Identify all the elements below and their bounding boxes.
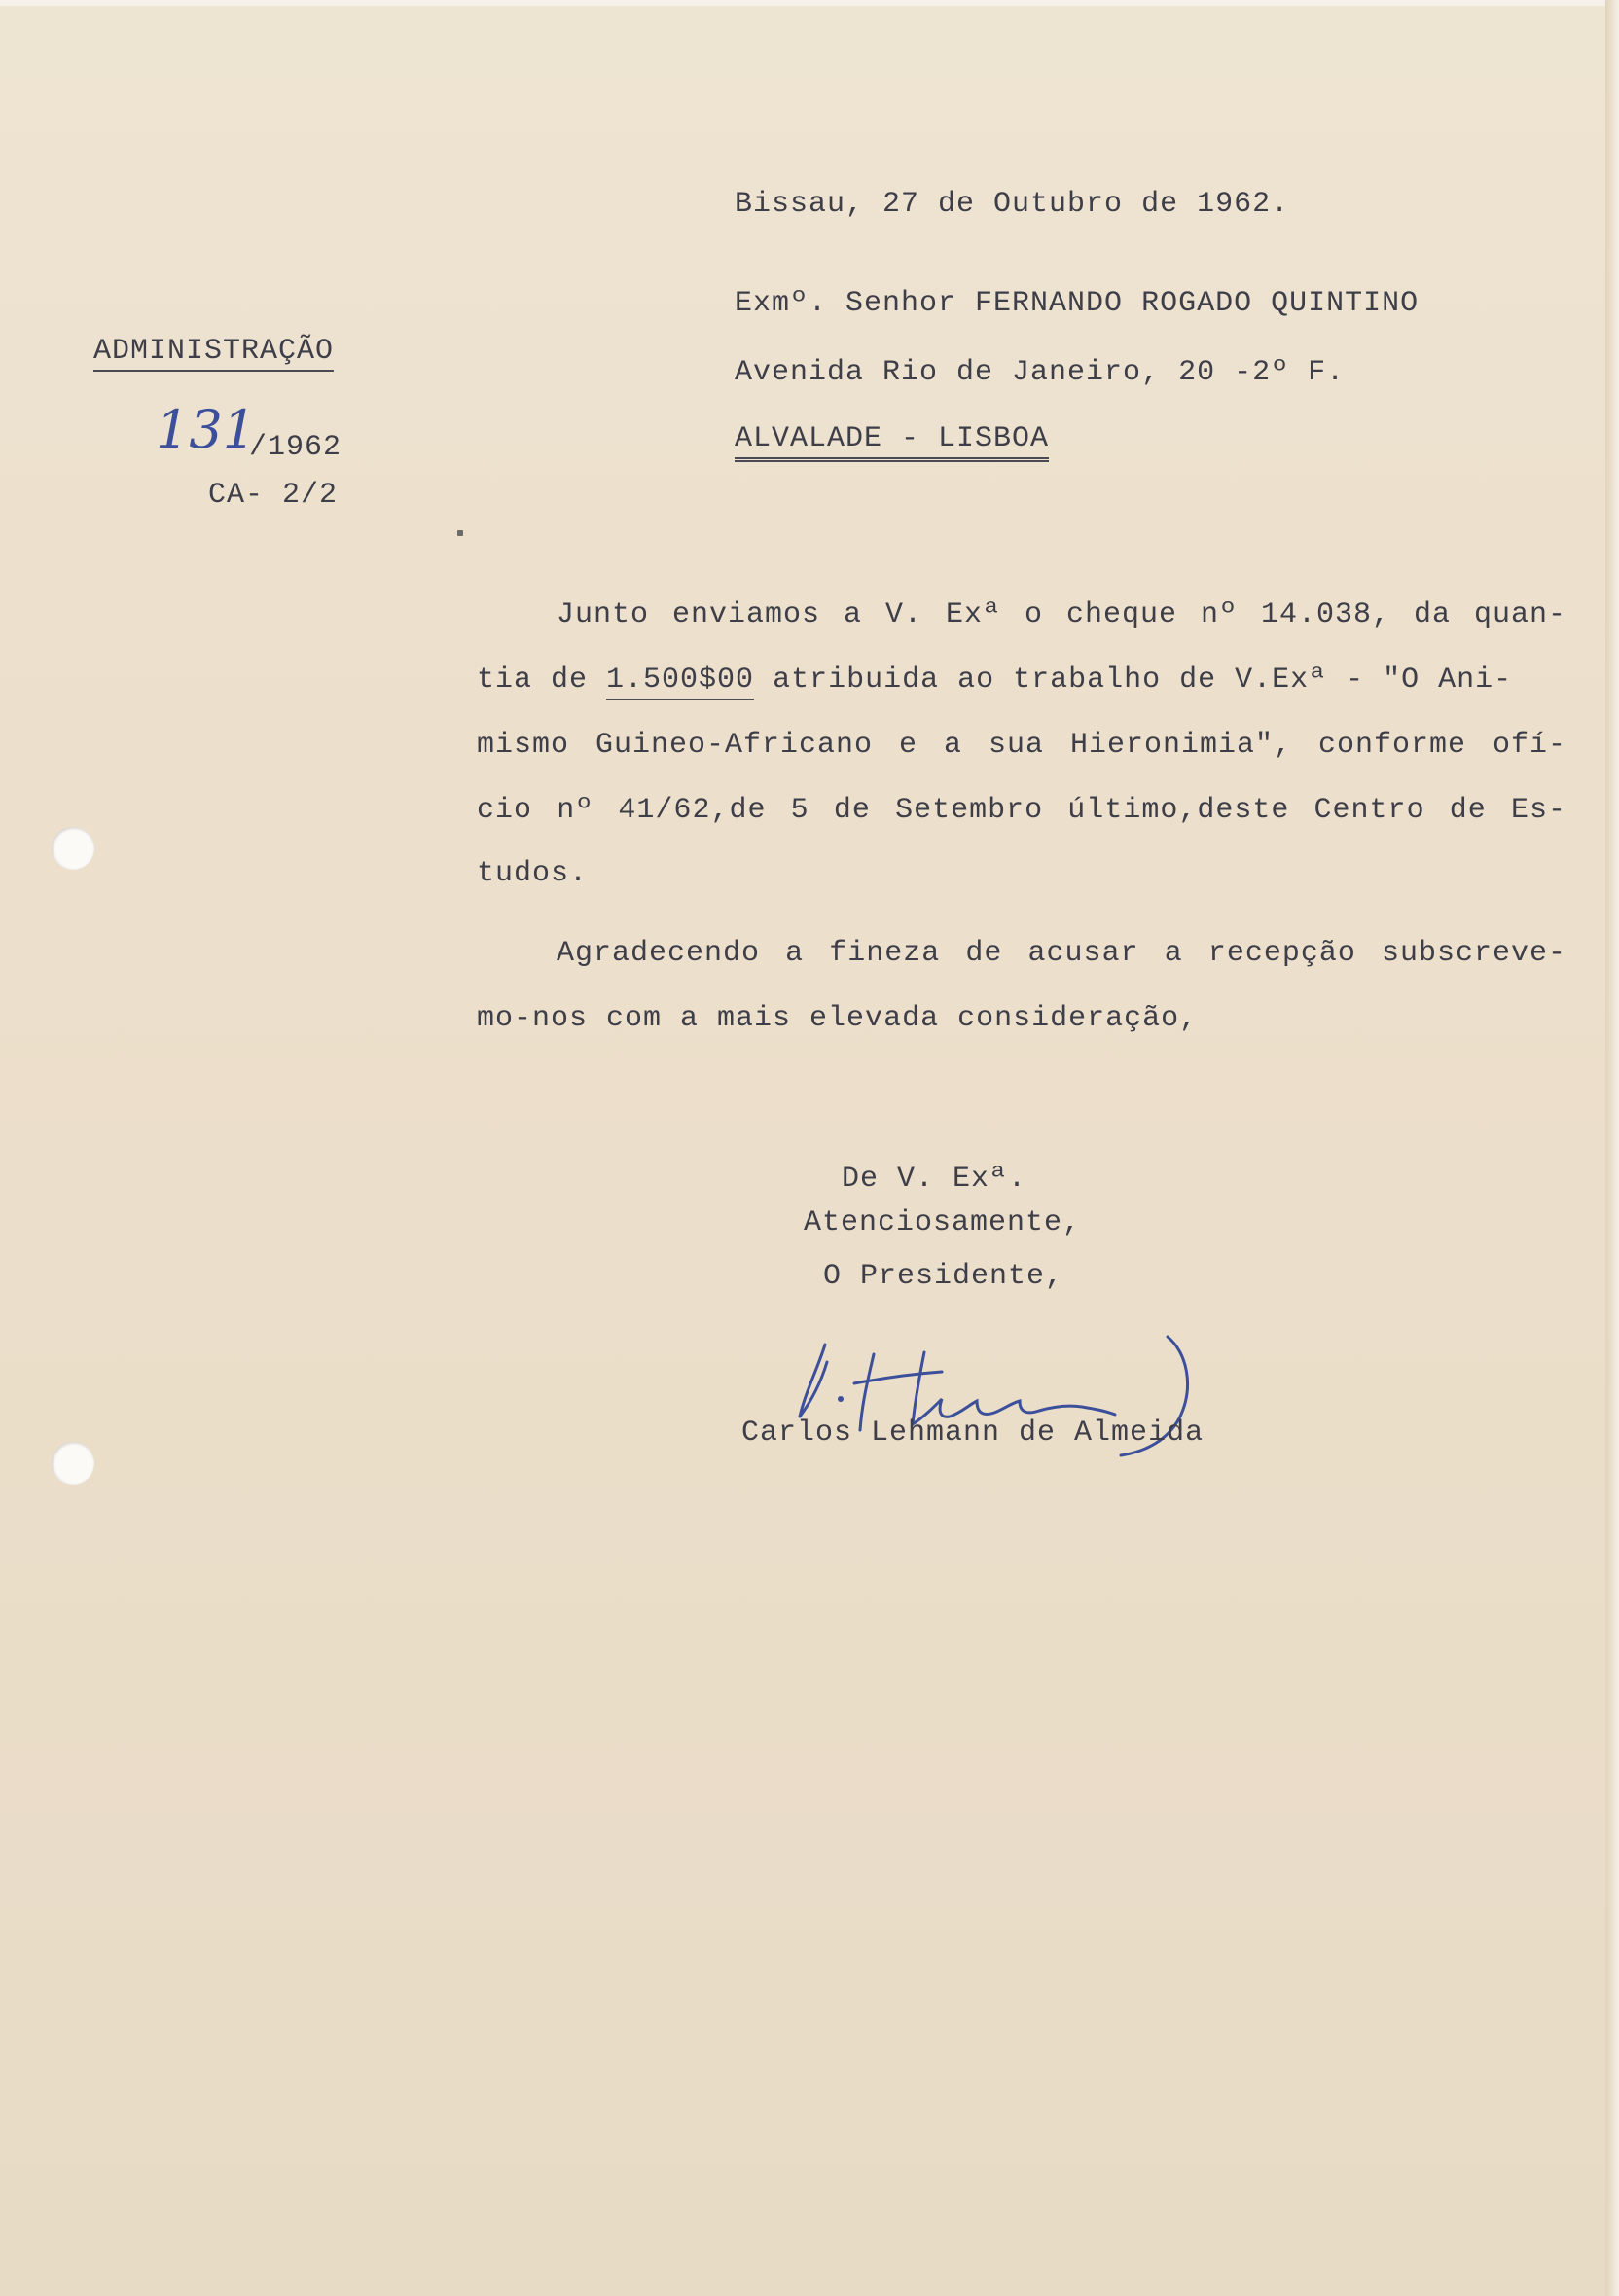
department-text: ADMINISTRAÇÃO	[93, 335, 334, 372]
recipient-name: Exmº. Senhor FERNANDO ROGADO QUINTINO	[735, 287, 1420, 320]
punch-hole-icon	[52, 827, 94, 870]
cheque-amount: 1.500$00	[606, 664, 754, 700]
punch-hole-icon	[52, 1442, 94, 1485]
reference-year: /1962	[249, 431, 342, 464]
body-p1-line2-post: atribuida ao trabalho de V.Exª - "O Ani-	[754, 664, 1513, 697]
reference-code: CA- 2/2	[208, 479, 339, 512]
body-p1-line4	[477, 794, 1566, 827]
closing-line1: De V. Exª.	[842, 1163, 1027, 1196]
body-p1-line3-text: mismo Guineo-Africano e a sua Hieronimia", conforme ofí-	[477, 729, 1566, 762]
handwritten-reference-number: 131	[156, 399, 257, 460]
body-p1-line3	[477, 729, 1566, 762]
recipient-city-text: ALVALADE - LISBOA	[735, 422, 1049, 462]
body-p1-line2-pre: tia de	[477, 664, 607, 697]
recipient-street: Avenida Rio de Janeiro, 20 -2º F.	[735, 356, 1346, 389]
body-p2-line1-text: Agradecendo a fineza de acusar a recepção subscreve-	[557, 937, 1566, 970]
body-p1-line2	[477, 664, 1566, 697]
paper-right-edge	[1605, 0, 1619, 2296]
ink-speck	[457, 530, 463, 536]
signatory-name: Carlos Lehmann de Almeida	[741, 1417, 1205, 1450]
recipient-city	[735, 422, 1049, 455]
body-p1-line1	[557, 598, 1566, 631]
body-p1-line4-text: cio nº 41/62,de 5 de Setembro último,deste Centro de Es-	[477, 794, 1566, 827]
body-p1-line1-text: Junto enviamos a V. Exª o cheque nº 14.038, da quan-	[557, 598, 1566, 631]
closing-line2: Atenciosamente,	[804, 1206, 1082, 1239]
body-p2-line1	[557, 937, 1566, 970]
body-p2-line2: mo-nos com a mais elevada consideração,	[477, 1002, 1199, 1035]
body-p1-line5: tudos.	[477, 857, 589, 890]
date-line: Bissau, 27 de Outubro de 1962.	[735, 188, 1290, 221]
closing-line3: O Presidente,	[823, 1260, 1064, 1293]
paper-top-edge	[0, 0, 1619, 6]
department-label	[93, 335, 334, 368]
